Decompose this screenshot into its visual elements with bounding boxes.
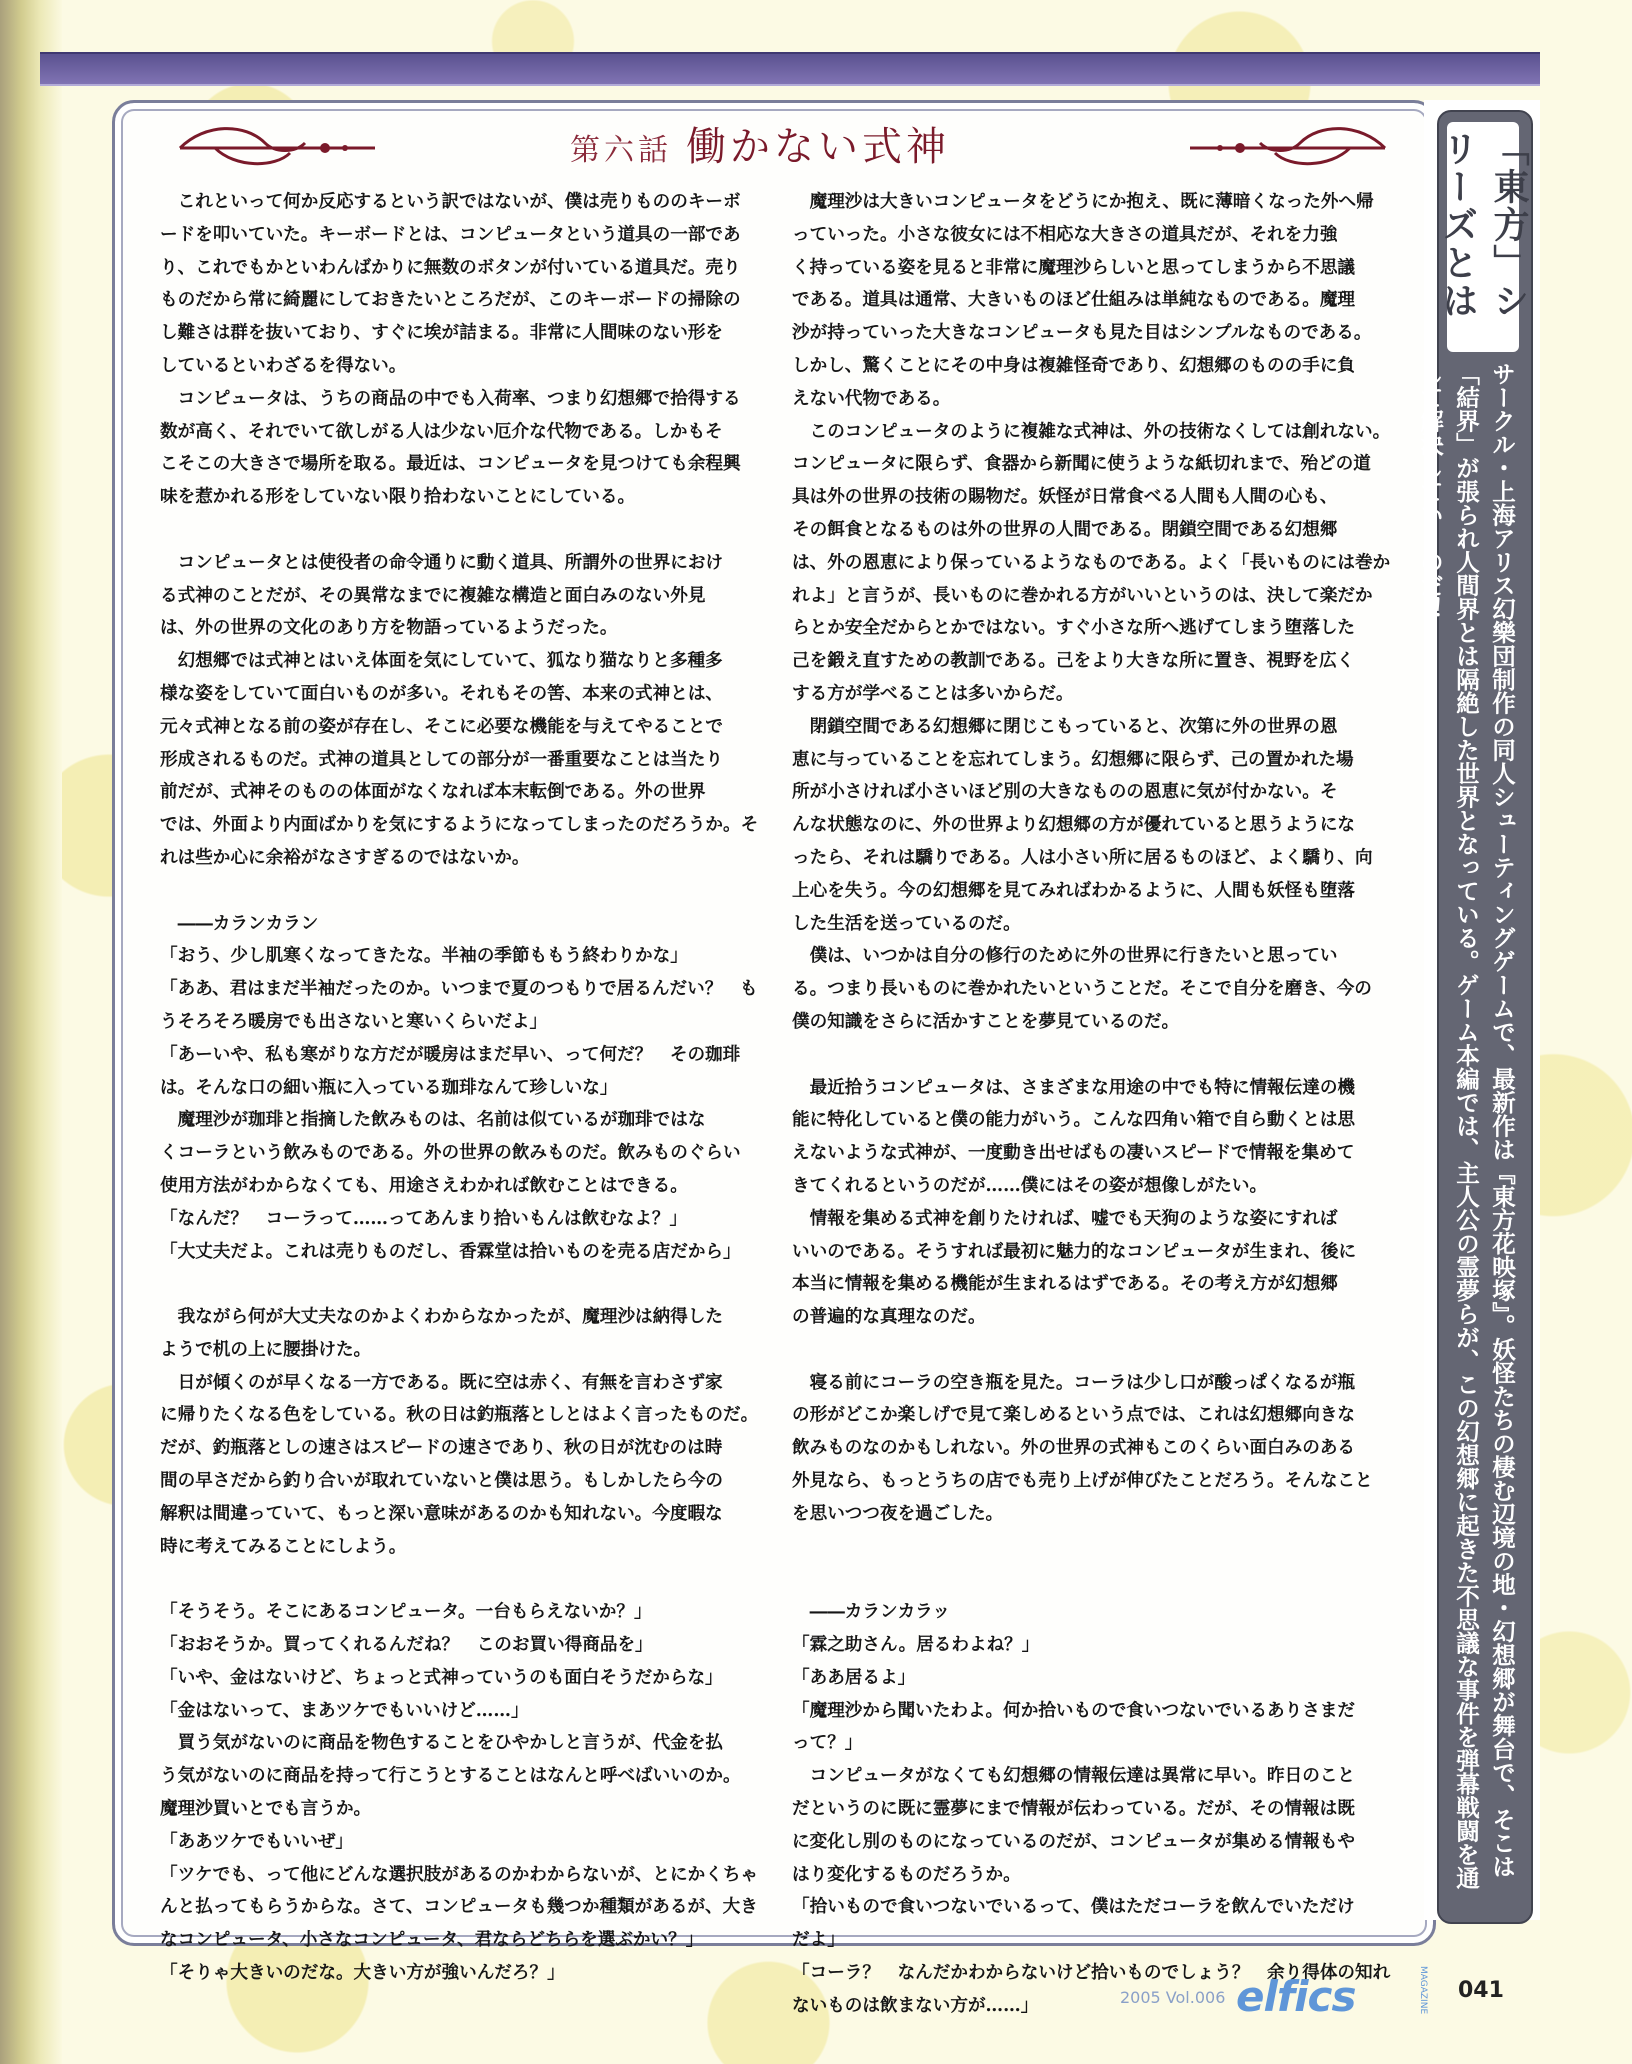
text-line: は、外の世界の文化のあり方を物語っているようだった。 (160, 617, 618, 639)
text-line: 「大丈夫だよ。これは売りものだし、香霖堂は拾いものを売る店だから」 (160, 1240, 741, 1262)
text-line: んと払ってもらうからな。さて、コンピュータも幾つか種類があるが、大き (160, 1896, 758, 1918)
text-line (160, 514, 728, 547)
text-line: 買う気がないのに商品を物色することをひやかしと言うが、代金を払 (177, 1732, 724, 1754)
text-line: 本当に情報を集める機能が生まれるはずである。その考え方が幻想郷 (792, 1273, 1338, 1295)
text-line: 閉鎖空間である幻想郷に閉じこもっていると、次第に外の世界の恩 (809, 715, 1338, 737)
text-line: は、外の恩恵により保っているようなものである。よく「長いものには巻か (792, 551, 1391, 573)
text-line: 僕は、いつかは自分の修行のために外の世界に行きたいと思ってい (809, 945, 1338, 967)
text-line: 使用方法がわからなくても、用途さえわかれば飲むことはできる。 (160, 1174, 688, 1196)
text-line: だが、釣瓶落としの速さはスピードの速さであり、秋の日が沈むのは時 (160, 1437, 723, 1459)
text-line: 「拾いもので食いつないでいるって、僕はただコーラを飲んでいただけ (792, 1896, 1355, 1918)
text-line: 僕の知識をさらに活かすことを夢見ているのだ。 (792, 1010, 1180, 1032)
text-line: 外見なら、もっとうちの店でも売り上げが伸びたことだろう。そんなこと (792, 1470, 1373, 1492)
text-line: なコンピュータ、小さなコンピュータ、君ならどちらを選ぶかい？」 (160, 1929, 704, 1951)
magazine-logo-sub: MAGAZINE (1418, 1966, 1428, 2015)
text-line: コンピュータとは使役者の命令通りに動く道具、所謂外の世界におけ (177, 551, 724, 573)
sidebar-title: 「東方」シリーズとは (1447, 122, 1519, 352)
right-scroll-ornament-icon (1180, 118, 1390, 178)
sidebar-text: サークル・上海アリス幻樂団制作の同人シューティングゲームで、最新作は『東方花映塚』。妖怪たちの棲む辺境の地・幻想郷が舞台で、そこは「結界」が張られ人間界とは隔絶した世界となっている。ゲーム本編では、主人公の霊夢らが、この幻想郷に起きた不思議な事件を弾幕戦闘を通して解決していくのだ！ (1416, 362, 1516, 1890)
text-line: ものだから常に綺麗にしておきたいところだが、このキーボードの掃除の (160, 289, 741, 311)
text-line: り、これでもかといわんばかりに無数のボタンが付いている道具だ。売り (160, 256, 741, 278)
text-line: 所が小さければ小さいほど別の大きなものの恩恵に気が付かない。そ (792, 781, 1338, 803)
text-line: 「そうそう。そこにあるコンピュータ。一台もらえないか？」 (160, 1601, 652, 1623)
text-line (160, 875, 728, 908)
text-line: 時に考えてみることにしよう。 (160, 1535, 407, 1557)
text-line: えないような式神が、一度動き出せばもの凄いスピードで情報を集めて (792, 1142, 1355, 1164)
text-line: 魔理沙は大きいコンピュータをどうにか抱え、既に薄暗くなった外へ帰 (809, 191, 1374, 212)
text-line: 魔理沙買いとでも言うか。 (160, 1798, 372, 1820)
text-line: 「おう、少し肌寒くなってきたな。半袖の季節ももう終わりかな」 (160, 945, 688, 967)
text-line: こそこの大きさで場所を取る。最近は、コンピュータを見つけても余程興 (160, 453, 741, 475)
text-line: 恵に与っていることを忘れてしまう。幻想郷に限らず、己の置かれた場 (792, 748, 1354, 770)
text-line (792, 1039, 1360, 1072)
text-line: んな状態なのに、外の世界より幻想郷の方が優れていると思うようにな (792, 814, 1356, 836)
page-number: 041 (1458, 1978, 1504, 2003)
text-line: 能に特化していると僕の能力がいう。こんな四角い箱で自ら動くとは思 (792, 1109, 1356, 1131)
text-line: 間の早さだから釣り合いが取れていないと僕は思う。もしかしたら今の (160, 1470, 724, 1492)
text-line: 魔理沙が珈琲と指摘した飲みものは、名前は似ているが珈琲ではな (177, 1109, 706, 1131)
text-line: 幻想郷では式神とはいえ体面を気にしていて、狐なり猫なりと多種多 (177, 650, 723, 672)
text-line: る。つまり長いものに巻かれたいということだ。そこで自分を磨き、今の (792, 978, 1372, 1000)
text-line: 数が高く、それでいて欲しがる人は少ない厄介な代物である。しかもそ (160, 420, 723, 442)
text-line: した生活を送っているのだ。 (792, 912, 1021, 934)
text-line: きてくれるというのだが……僕にはその姿が想像しがたい。 (792, 1174, 1268, 1196)
left-scroll-ornament-icon (175, 118, 385, 178)
text-line: は。そんな口の細い瓶に入っている珈琲なんて珍しいな」 (160, 1076, 618, 1098)
text-line: 「コーラ？ なんだかわからないけど拾いものでしょう？ 余り得体の知れ (792, 1962, 1391, 1984)
text-line: しているといわざるを得ない。 (160, 354, 407, 376)
text-line: 「金はないって、まあツケでもいいけど……」 (160, 1699, 529, 1721)
text-line: 最近拾うコンピュータは、さまざまな用途の中でも特に情報伝達の機 (809, 1076, 1356, 1098)
text-line (160, 1563, 728, 1596)
text-line: ――カランカラン (177, 912, 319, 934)
text-line: 解釈は間違っていて、もっと深い意味があるのかも知れない。今度暇な (160, 1502, 723, 1524)
text-line: ったら、それは驕りである。人は小さい所に居るものほど、よく驕り、向 (792, 846, 1373, 868)
text-line: に帰りたくなる色をしている。秋の日は釣瓶落としとはよく言ったものだ。 (160, 1404, 759, 1426)
text-line (792, 1563, 1360, 1596)
book-spine-shadow (0, 0, 62, 2064)
text-line: 様な姿をしていて面白いものが多い。それもその筈、本来の式神とは、 (160, 682, 724, 704)
text-line: らとか安全だからとかではない。すぐ小さな所へ逃げてしまう堕落した (792, 617, 1356, 639)
top-purple-band (40, 52, 1540, 86)
issue-label: 2005 Vol.006 (1120, 1988, 1226, 2007)
left-text-column (160, 186, 759, 1990)
text-line: 寝る前にコーラの空き瓶を見た。コーラは少し口が酸っぱくなるが瓶 (809, 1371, 1356, 1393)
text-line: 前だが、式神そのものの体面がなくなれば本末転倒である。外の世界 (160, 781, 706, 803)
text-line: 「おおそうか。買ってくれるんだね？ このお買い得商品を」 (160, 1634, 653, 1656)
text-line: 「あーいや、私も寒がりな方だが暖房はまだ早い、って何だ？ その珈琲 (160, 1043, 741, 1065)
text-line: その餌食となるものは外の世界の人間である。閉鎖空間である幻想郷 (792, 518, 1338, 540)
text-line: コンピュータに限らず、食器から新聞に使うような紙切れまで、殆どの道 (792, 453, 1371, 475)
text-line: 「ああ、君はまだ半袖だったのか。いつまで夏のつもりで居るんだい？ も (160, 978, 758, 1000)
text-line: 上心を失う。今の幻想郷を見てみればわかるように、人間も妖怪も堕落 (792, 879, 1356, 901)
text-line: 飲みものなのかもしれない。外の世界の式神もこのくらい面白みのある (792, 1437, 1356, 1459)
text-line: の形がどこか楽しげで見て楽しめるという点では、これは幻想郷向きな (792, 1404, 1356, 1426)
text-line: う気がないのに商品を持って行こうとすることはなんと呼べばいいのか。 (160, 1765, 741, 1787)
text-line: コンピュータは、うちの商品の中でも入荷率、つまり幻想郷で拾得する (177, 387, 741, 409)
text-line: ようで机の上に腰掛けた。 (160, 1338, 372, 1360)
text-line (160, 1268, 728, 1301)
text-line: ードを叩いていた。キーボードとは、コンピュータという道具の一部であ (160, 223, 741, 245)
text-line (792, 1531, 1360, 1564)
text-line: ないものは飲まない方が……」 (792, 1994, 1039, 2016)
text-line: このコンピュータのように複雑な式神は、外の技術なくしては創れない。 (809, 420, 1391, 442)
text-line: くコーラという飲みものである。外の世界の飲みものだ。飲みものぐらい (160, 1142, 741, 1164)
text-line: 日が傾くのが早くなる一方である。既に空は赤く、有無を言わさず家 (177, 1371, 723, 1393)
text-line: 「ああツケでもいいぜ」 (160, 1830, 354, 1852)
text-line: 「ああ居るよ」 (792, 1666, 916, 1688)
text-line: 具は外の世界の技術の賜物だ。妖怪が日常食べる人間も人間の心も、 (792, 486, 1338, 508)
text-line: っていった。小さな彼女には不相応な大きさの道具だが、それを力強 (792, 223, 1338, 245)
text-line: うそろそろ暖房でも出さないと寒いくらいだよ」 (160, 1010, 548, 1032)
text-line: コンピュータがなくても幻想郷の情報伝達は異常に早い。昨日のこと (809, 1765, 1356, 1787)
text-line: 我ながら何が大丈夫なのかよくわからなかったが、魔理沙は納得した (177, 1306, 724, 1328)
text-line: しかし、驚くことにその中身は複雑怪奇であり、幻想郷のものの手に負 (792, 354, 1356, 376)
text-line: 形成されるものだ。式神の道具としての部分が一番重要なことは当たり (160, 748, 724, 770)
text-line: 己を鍛え直すための教訓である。己をより大きな所に置き、視野を広く (792, 650, 1355, 672)
text-line: えない代物である。 (792, 387, 951, 409)
text-line: 「いや、金はないけど、ちょっと式神っていうのも面白そうだからな」 (160, 1666, 723, 1688)
text-line: する方が学べることは多いからだ。 (792, 682, 1074, 704)
text-line: 「なんだ？ コーラって……ってあんまり拾いもんは飲むなよ？」 (160, 1207, 688, 1229)
text-line: 「霖之助さん。居るわよね？」 (792, 1634, 1040, 1656)
text-line: 情報を集める式神を創りたければ、嘘でも天狗のような姿にすれば (809, 1207, 1338, 1229)
right-text-column (792, 186, 1391, 2023)
text-line: れは些か心に余裕がなさすぎるのではないか。 (160, 846, 530, 868)
text-line: の普遍的な真理なのだ。 (792, 1306, 986, 1328)
chapter-number: 第六話 (570, 133, 672, 168)
text-line: る式神のことだが、その異常なまでに複雑な構造と面白みのない外見 (160, 584, 706, 606)
text-line: 「魔理沙から聞いたわよ。何か拾いもので食いつないでいるありさまだ (792, 1699, 1356, 1721)
text-line: し難さは群を抜いており、すぐに埃が詰まる。非常に人間味のない形を (160, 322, 724, 344)
text-line: だよ」 (792, 1929, 845, 1951)
text-line: く持っている姿を見ると非常に魔理沙らしいと思ってしまうから不思議 (792, 256, 1356, 278)
text-line: って？」 (792, 1732, 863, 1754)
text-line (792, 1334, 1360, 1367)
text-line: れよ」と言うが、長いものに巻かれる方がいいというのは、決して楽だか (792, 584, 1373, 606)
text-line: これといって何か反応するという訳ではないが、僕は売りもののキーボ (177, 191, 741, 212)
chapter-title: 働かない式神 (686, 124, 950, 170)
text-line: はり変化するものだろうか。 (792, 1863, 1021, 1885)
text-line: 「そりゃ大きいのだな。大きい方が強いんだろ？」 (160, 1962, 565, 1984)
text-line: に変化し別のものになっているのだが、コンピュータが集める情報もや (792, 1830, 1356, 1852)
text-line: 元々式神となる前の姿が存在し、そこに必要な機能を与えてやることで (160, 715, 724, 737)
text-line: 味を惹かれる形をしていない限り拾わないことにしている。 (160, 486, 636, 508)
chapter-heading (570, 115, 990, 175)
text-line: ――カランカラッ (809, 1601, 950, 1623)
text-line: 「ツケでも、って他にどんな選択肢があるのかわからないが、とにかくちゃ (160, 1863, 759, 1885)
text-line: いいのである。そうすれば最初に魅力的なコンピュータが生まれ、後に (792, 1240, 1357, 1262)
text-line: である。道具は通常、大きいものほど仕組みは単純なものである。魔理 (792, 289, 1356, 311)
text-line: では、外面より内面ばかりを気にするようになってしまったのだろうか。そ (160, 814, 759, 836)
text-line: を思いつつ夜を過ごした。 (792, 1502, 1004, 1524)
magazine-logo: elfics (1236, 1972, 1356, 2021)
text-line: だというのに既に霊夢にまで情報が伝わっている。だが、その情報は既 (792, 1798, 1355, 1820)
text-line: 沙が持っていった大きなコンピュータも見た目はシンプルなものである。 (792, 322, 1372, 344)
